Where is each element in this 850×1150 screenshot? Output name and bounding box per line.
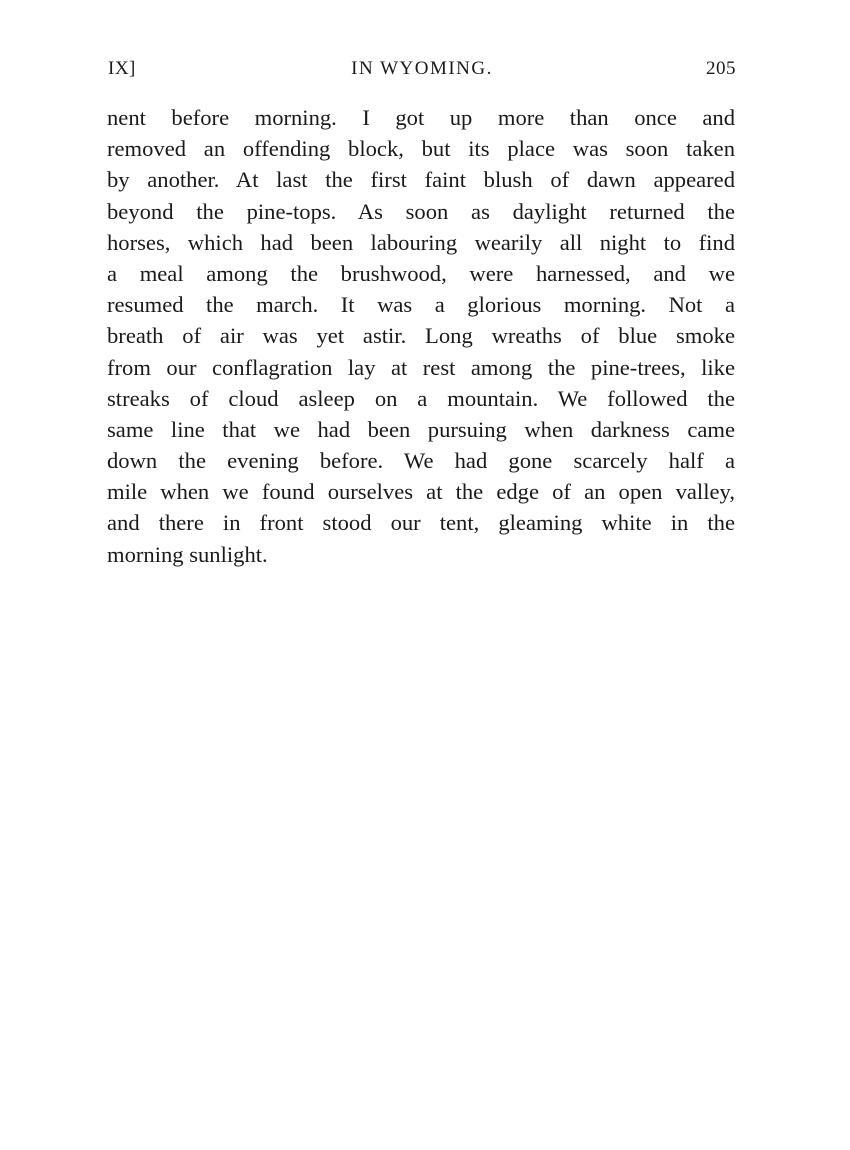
body-paragraph xyxy=(107,102,735,570)
text-line: resumed the march. It was a glorious morning. Not a xyxy=(107,292,735,318)
text-line: horses, which had been labouring wearily all night to find xyxy=(107,229,735,255)
text-line: nent before morning. I got up more than once and xyxy=(107,105,735,130)
running-title: IN WYOMING. xyxy=(351,58,493,79)
text-line: breath of air was yet astir. Long wreaths of blue smoke xyxy=(107,323,735,349)
text-line-last: morning sunlight. xyxy=(107,541,268,567)
running-head xyxy=(108,58,736,88)
text-line: by another. At last the first faint blush of dawn appeared xyxy=(107,167,735,193)
text-line: from our conflagration lay at rest among the pine-trees, like xyxy=(107,354,735,380)
chapter-number: IX] xyxy=(108,58,136,79)
text-line: beyond the pine-tops. As soon as daylight returned the xyxy=(107,198,735,224)
page-number: 205 xyxy=(706,58,736,79)
text-line: and there in front stood our tent, gleaming white in the xyxy=(107,510,735,536)
text-line: mile when we found ourselves at the edge of an open valley, xyxy=(107,479,735,505)
text-line: a meal among the brushwood, were harnessed, and we xyxy=(107,260,735,286)
text-line: same line that we had been pursuing when darkness came xyxy=(107,416,735,442)
text-line: down the evening before. We had gone scarcely half a xyxy=(107,448,735,474)
text-line: removed an offending block, but its place was soon taken xyxy=(107,136,735,162)
text-line: streaks of cloud asleep on a mountain. We followed the xyxy=(107,385,735,411)
